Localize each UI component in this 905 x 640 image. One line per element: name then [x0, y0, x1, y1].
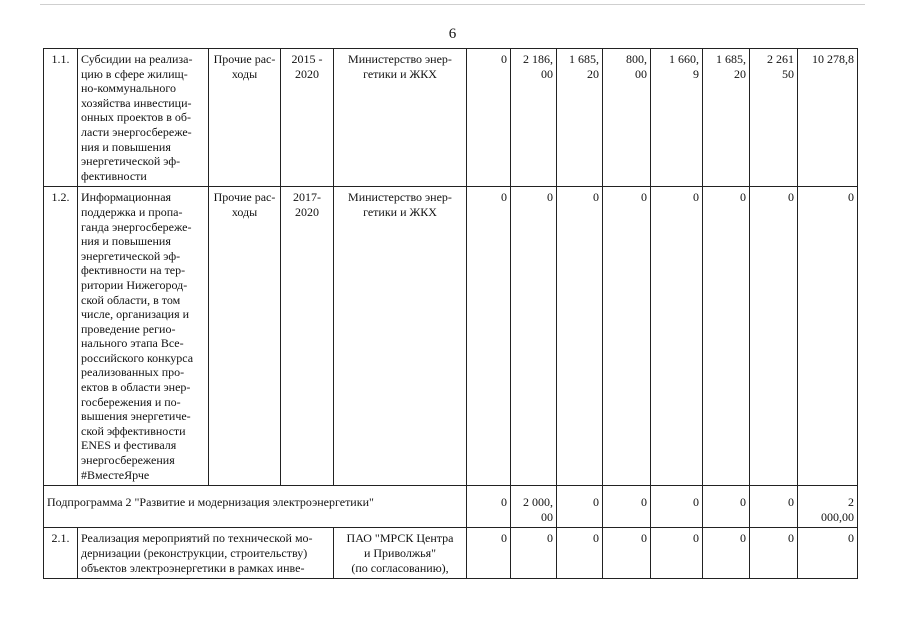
amount-cell-line: 00	[541, 66, 553, 81]
period	[281, 187, 334, 486]
amount-cell	[703, 187, 750, 486]
period	[281, 49, 334, 187]
expense-category-line: ходы	[231, 66, 258, 81]
activity-name-line: ния и повышения	[81, 234, 171, 249]
amount-cell	[651, 49, 703, 187]
amount-cell-line: 0	[788, 531, 794, 546]
subprogram-row	[44, 486, 858, 528]
executor-line: (по согласованию),	[351, 560, 449, 575]
amount-cell	[603, 528, 651, 579]
activity-name-line: Реализация мероприятий по технической мо-	[81, 531, 313, 546]
amount-cell-line: 2	[848, 495, 854, 510]
amount-cell-line: 1 660,	[669, 52, 699, 66]
page-number: 6	[448, 26, 457, 42]
amount-cell	[798, 486, 858, 528]
amount-cell-line: 50	[782, 66, 794, 81]
amount-cell-line: 000,00	[821, 509, 854, 524]
table-row	[44, 187, 858, 486]
amount-cell-line: 0	[848, 531, 854, 546]
activity-name-line: нального этапа Все-	[81, 336, 184, 351]
executor-line: гетики и ЖКХ	[363, 204, 437, 219]
amount-cell-line: 0	[547, 190, 553, 205]
executor-line: гетики и ЖКХ	[363, 66, 437, 81]
amount-cell	[798, 528, 858, 579]
activity-name-line: Субсидии на реализа-	[81, 52, 193, 66]
amount-cell	[511, 528, 557, 579]
activity-name-line: ектов в области энер-	[81, 380, 191, 395]
amount-cell-line: 0	[788, 495, 794, 510]
amount-cell-line: 800,	[626, 52, 647, 66]
expense-category	[209, 49, 281, 187]
activity-name-line: онных проектов в об-	[81, 110, 191, 125]
amount-cell	[798, 187, 858, 486]
activity-name-line: российского конкурса	[81, 350, 194, 365]
activity-name-line: Информационная	[81, 190, 172, 205]
amount-cell	[511, 187, 557, 486]
amount-cell	[557, 528, 603, 579]
amount-cell-line: 1 685,	[569, 52, 599, 66]
row-number	[44, 528, 78, 579]
row-number	[44, 49, 78, 187]
amount-cell	[750, 187, 798, 486]
amount-cell	[467, 528, 511, 579]
activity-name-line: ской области, в том	[81, 292, 181, 307]
row-number-line: 1.2.	[51, 190, 70, 205]
executor-line: ПАО "МРСК Центра	[346, 531, 454, 546]
expense-category-line: Прочие рас-	[213, 190, 276, 205]
amount-cell	[750, 528, 798, 579]
executor	[334, 49, 467, 187]
activity-name-line: ласти энергосбереже-	[81, 124, 192, 139]
activity-name-line: но-коммунального	[81, 81, 176, 96]
amount-cell	[750, 486, 798, 528]
activity-name	[78, 528, 334, 579]
amount-cell-line: 0	[593, 190, 599, 205]
executor-line: Министерство энер-	[348, 190, 452, 205]
activity-name-line: вышения энергетиче-	[81, 409, 191, 424]
amount-cell-line: 0	[740, 495, 746, 510]
expense-category-line: ходы	[231, 204, 258, 219]
activity-name-line: хозяйства инвестици-	[81, 95, 192, 110]
page-top-border	[40, 4, 865, 5]
amount-cell	[603, 49, 651, 187]
activity-name-line: #ВместеЯрче	[81, 467, 150, 482]
executor	[334, 528, 467, 579]
amount-cell-line: 0	[593, 495, 599, 510]
activity-name-line: фективности	[81, 168, 147, 183]
amount-cell-line: 2 261	[767, 52, 794, 66]
amount-cell-line: 0	[693, 531, 699, 546]
period-line: 2017-	[293, 190, 321, 205]
amount-cell-line: 00	[541, 509, 553, 524]
subprogram-title-line: Подпрограмма 2 "Развитие и модернизация электроэнергетики"	[47, 495, 374, 510]
amount-cell-line: 0	[501, 495, 507, 510]
amount-cell	[703, 486, 750, 528]
amount-cell-line: 0	[641, 531, 647, 546]
amount-cell	[651, 486, 703, 528]
amount-cell	[467, 49, 511, 187]
activity-name	[78, 49, 209, 187]
amount-cell-line: 0	[501, 190, 507, 205]
amount-cell-line: 20	[587, 66, 599, 81]
period-line: 2015 -	[291, 52, 323, 66]
amount-cell	[511, 486, 557, 528]
amount-cell-line: 00	[635, 66, 647, 81]
activity-name-line: ритории Нижегород-	[81, 277, 188, 292]
table-row	[44, 49, 858, 187]
activity-name-line: энергетической эф-	[81, 154, 181, 169]
amount-cell	[750, 49, 798, 187]
activity-name-line: числе, организация и	[81, 307, 190, 322]
amount-cell-line: 20	[734, 66, 746, 81]
activity-name-line: поддержка и пропа-	[81, 204, 183, 219]
amount-cell	[703, 49, 750, 187]
amount-cell-line: 0	[641, 190, 647, 205]
amount-cell	[603, 486, 651, 528]
amount-cell-line: 9	[693, 66, 699, 81]
activity-name-line: ния и повышения	[81, 139, 171, 154]
expense-category	[209, 187, 281, 486]
amount-cell-line: 0	[501, 531, 507, 546]
amount-cell	[651, 528, 703, 579]
activity-name-line: энергосбережения	[81, 453, 175, 468]
executor-line: и Приволжья"	[363, 546, 437, 560]
amount-cell	[703, 528, 750, 579]
period-line: 2020	[295, 66, 319, 81]
period-line: 2020	[295, 204, 319, 219]
activity-name-line: проведение регио-	[81, 321, 176, 336]
executor	[334, 187, 467, 486]
activity-name-line: фективности на тер-	[81, 263, 186, 278]
amount-cell-line: 0	[848, 190, 854, 205]
expense-category-line: Прочие рас-	[213, 52, 276, 66]
activity-name-line: цию в сфере жилищ-	[81, 66, 188, 81]
subprogram-title	[44, 486, 467, 528]
amount-cell-line: 0	[593, 531, 599, 546]
amount-cell	[651, 187, 703, 486]
activity-name-line: ганда энергосбереже-	[81, 219, 192, 234]
amount-cell-line: 0	[547, 531, 553, 546]
activity-name	[78, 187, 209, 486]
row-number-line: 1.1.	[51, 52, 70, 66]
activity-name-line: энергетической эф-	[81, 248, 181, 263]
amount-cell-line: 2 186,	[523, 52, 553, 66]
amount-cell	[557, 486, 603, 528]
activity-name-line: реализованных про-	[81, 365, 185, 380]
amount-cell-line: 0	[693, 190, 699, 205]
row-number	[44, 187, 78, 486]
amount-cell	[467, 486, 511, 528]
amount-cell-line: 0	[641, 495, 647, 510]
amount-cell	[511, 49, 557, 187]
table-row	[44, 528, 858, 579]
amount-cell-line: 0	[501, 52, 507, 66]
amount-cell-line: 0	[788, 190, 794, 205]
amount-cell-line: 2 000,	[523, 495, 553, 510]
amount-cell	[603, 187, 651, 486]
amount-cell	[557, 187, 603, 486]
amount-cell-line: 0	[740, 531, 746, 546]
amount-cell-line: 10 278,8	[812, 52, 854, 66]
amount-cell-line: 0	[693, 495, 699, 510]
budget-table-body	[44, 49, 858, 579]
budget-table	[43, 48, 858, 579]
activity-name-line: госбережения и по-	[81, 394, 181, 409]
activity-name-line: ской эффективности	[81, 423, 186, 438]
row-number-line: 2.1.	[51, 531, 70, 546]
activity-name-line: ENES и фестиваля	[81, 438, 177, 453]
activity-name-line: объектов электроэнергетики в рамках инве-	[81, 560, 305, 575]
executor-line: Министерство энер-	[348, 52, 452, 66]
amount-cell	[798, 49, 858, 187]
amount-cell	[467, 187, 511, 486]
amount-cell	[557, 49, 603, 187]
amount-cell-line: 0	[740, 190, 746, 205]
activity-name-line: дернизации (реконструкции, строительству)	[81, 546, 308, 560]
amount-cell-line: 1 685,	[716, 52, 746, 66]
